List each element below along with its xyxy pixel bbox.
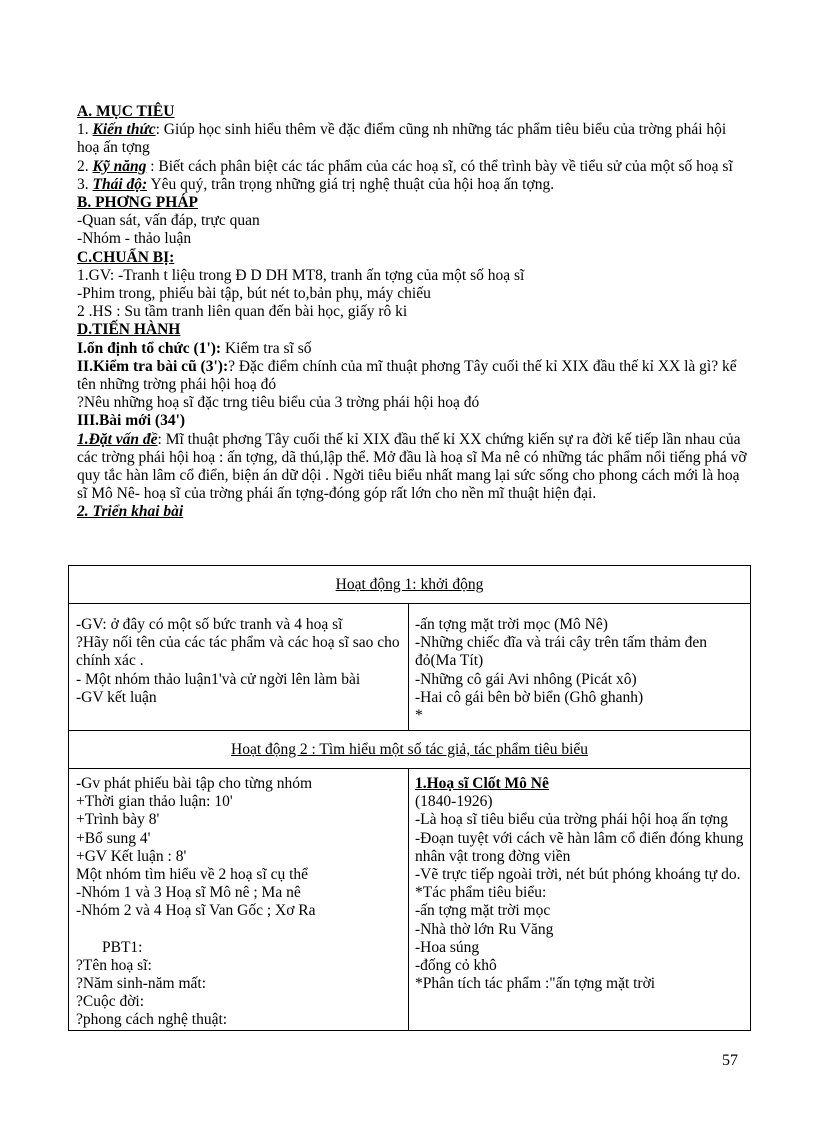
activity-2-left-line: -Nhóm 1 và 3 Hoạ sĩ Mô nê ; Ma nê (76, 884, 301, 902)
activity-1-right-line: -Hai cô gái bên bờ biển (Ghô ghanh) (415, 688, 644, 706)
step-review (77, 358, 747, 394)
objective-knowledge-text: : Giúp học sinh hiểu thêm về đặc điểm cũng nh những tác phẩm tiêu biểu của trờng phái hội hoạ ấn tợng (77, 121, 727, 157)
spacer (76, 921, 402, 939)
prep-materials: -Phim trong, phiếu bài tập, bút nét to,bản phụ, máy chiếu (77, 285, 431, 303)
objective-skill-text: : Biết cách phân biệt các tác phẩm của các hoạ sĩ, có thể trình bày về tiểu sử của một số hoạ sĩ (146, 157, 733, 175)
page-number: 57 (722, 1052, 738, 1069)
step-review-label: II.Kiểm tra bài cũ (3'): (77, 357, 229, 375)
lesson-deploy (77, 503, 747, 521)
activity-2-body-row (69, 769, 751, 1031)
section-a-title: A. MỤC TIÊU (77, 103, 175, 120)
activity-1-title (69, 566, 751, 604)
activity-2-teacher-cell (69, 769, 409, 1031)
activity-2-content-cell (409, 769, 751, 1031)
activity-2-right-line: -Nhà thờ lớn Ru Văng (415, 920, 554, 938)
step-organization-text: Kiểm tra sĩ số (221, 339, 312, 357)
step-review-question: ?Nêu những hoạ sĩ đặc trng tiêu biểu của 3 trờng phái hội hoạ đó (77, 394, 480, 412)
step-organization-label: I.ổn định tổ chức (1'): (77, 339, 222, 357)
activity-1-right-line: -ấn tợng mặt trời mọc (Mô Nê) (415, 616, 608, 633)
worksheet-question: ?Cuộc đời: (76, 993, 145, 1011)
activity-1-left-line: -GV: ở đây có một số bức tranh và 4 hoạ sĩ (76, 616, 343, 633)
activity-2-right-line: -Đoạn tuyệt với cách vẽ hàn lâm cổ điển đóng khung nhân vật trong đờng viền (415, 829, 744, 865)
worksheet-question: ?phong cách nghệ thuật: (76, 1011, 228, 1029)
activity-2-left-line: -Gv phát phiếu bài tập cho từng nhóm (76, 775, 313, 792)
activity-2-right-line: -Hoa súng (415, 938, 480, 956)
activity-2-left-line: -Nhóm 2 và 4 Hoạ sĩ Van Gốc ; Xơ Ra (76, 902, 316, 920)
objective-skill (77, 158, 747, 176)
section-d-heading (77, 321, 747, 339)
activity-2-right-line: -Vẽ trực tiếp ngoài trời, nét bút phóng khoáng tự do. (415, 866, 741, 884)
activity-2-left-line: +Trình bày 8' (76, 811, 160, 829)
objective-knowledge-label: Kiến thức (92, 121, 156, 139)
activity-1-body-row (69, 604, 751, 731)
activity-1-left-line: -GV kết luận (76, 688, 157, 706)
objective-knowledge-num: 1. (77, 121, 93, 139)
worksheet-question: ?Tên hoạ sĩ: (76, 956, 152, 974)
activity-2-title (69, 731, 751, 769)
activity-2-left-line: Một nhóm tìm hiểu về 2 hoạ sĩ cụ thể (76, 866, 309, 884)
step-review-text: ? Đặc điểm chính của mĩ thuật phơng Tây cuối thế kỉ XIX đầu thế kỉ XX là gì? kể tên những trờng phái hội hoạ đó (77, 357, 737, 394)
activity-2-right-line: -Là hoạ sĩ tiêu biểu của trờng phái hội hoạ ấn tợng (415, 811, 728, 829)
section-a-heading (77, 103, 747, 121)
objective-skill-num: 2. (77, 157, 93, 175)
activity-1-header-row (69, 566, 751, 604)
step-new-lesson (77, 412, 747, 430)
objective-attitude (77, 176, 747, 194)
activity-1-teacher-cell (69, 604, 409, 731)
problem-statement-text: : Mĩ thuật phơng Tây cuối thế kỉ XIX đầu thế kỉ XX chứng kiến sự ra đời kế tiếp lần nhau của các trờng phái hội hoạ : ấn tợng, dã thú,lập thể. Mở đầu là hoạ sĩ Ma nê có những tác phẩm nổi tiếng phá vỡ quy tắc hàn lâm cổ điển, biện án dữ dội . Ngời tiêu biểu nhất mang lại sức sống cho phong cách mới là hoạ sĩ Mô Nê- hoạ sĩ của trờng phái ấn tợng-đóng góp rất lớn cho nền mĩ thuật hiện đại. (77, 430, 747, 503)
section-b-heading (77, 194, 747, 212)
activity-2-right-line: (1840-1926) (415, 793, 493, 811)
objective-attitude-text: Yêu quý, trân trọng những giá trị nghệ thuật của hội hoạ ấn tợng. (147, 175, 555, 193)
objective-knowledge (77, 121, 747, 157)
section-c-heading (77, 249, 747, 267)
worksheet-question: ?Năm sinh-năm mất: (76, 975, 206, 993)
activity-2-left-line: +Bổ sung 4' (76, 829, 151, 847)
objective-attitude-num: 3. (77, 175, 93, 193)
worksheet-title: PBT1: (102, 938, 143, 956)
activity-2-right-line: -ấn tợng mặt trời mọc (415, 902, 551, 920)
step-new-lesson-label: III.Bài mới (34') (77, 412, 186, 430)
activity-2-header-row (69, 731, 751, 769)
activity-2-left-line: +GV Kết luận : 8' (76, 847, 187, 865)
activity-1-content-cell (409, 604, 751, 731)
activity-table (68, 565, 751, 1031)
activity-1-left-line: ?Hãy nối tên của các tác phẩm và các hoạ sĩ sao cho chính xác . (76, 634, 400, 670)
prep-student: 2 .HS : Su tầm tranh liên quan đến bài học, giấy rô ki (77, 303, 408, 321)
section-d-title: D.TIẾN HÀNH (77, 321, 181, 339)
problem-statement (77, 431, 747, 504)
step-organization (77, 340, 747, 358)
activity-1-title-text: Hoạt động 1: khởi động (335, 576, 484, 593)
activity-2-title-text: Hoạt động 2 : Tìm hiểu một số tác giả, tác phẩm tiêu biểu (231, 741, 588, 758)
activity-1-right-line: -Những chiếc đĩa và trái cây trên tấm thảm đen đỏ(Ma Tít) (415, 634, 708, 670)
section-b-title: B. PHƠNG PHÁP (77, 194, 198, 212)
section-c-title: C.CHUẨN BỊ: (77, 248, 175, 266)
lesson-intro (77, 103, 747, 522)
objective-attitude-label: Thái độ: (92, 175, 148, 193)
activity-2-right-line: -đống cỏ khô (415, 957, 497, 975)
method-1: -Quan sát, vấn đáp, trực quan (77, 212, 260, 230)
artist-heading: 1.Hoạ sĩ Clốt Mô Nê (415, 775, 549, 792)
prep-teacher: 1.GV: -Tranh t liệu trong Đ D DH MT8, tranh ấn tợng của một số hoạ sĩ (77, 266, 525, 284)
problem-statement-label: 1.Đặt vấn đề (77, 430, 158, 448)
activity-1-right-line: -Những cô gái Avi nhông (Picát xô) (415, 670, 637, 688)
activity-1-left-line: - Một nhóm thảo luận1'và cử ngời lên làm bài (76, 670, 361, 688)
activity-1-right-line: * (415, 707, 423, 725)
activity-2-left-line: +Thời gian thảo luận: 10' (76, 793, 233, 811)
objective-skill-label: Kỹ năng (92, 157, 147, 175)
activity-2-right-line: *Tác phẩm tiêu biểu: (415, 884, 547, 902)
activity-2-right-line: *Phân tích tác phẩm :"ấn tợng mặt trời (415, 975, 656, 993)
lesson-deploy-label: 2. Triển khai bài (77, 503, 184, 521)
method-2: -Nhóm - thảo luận (77, 230, 192, 248)
